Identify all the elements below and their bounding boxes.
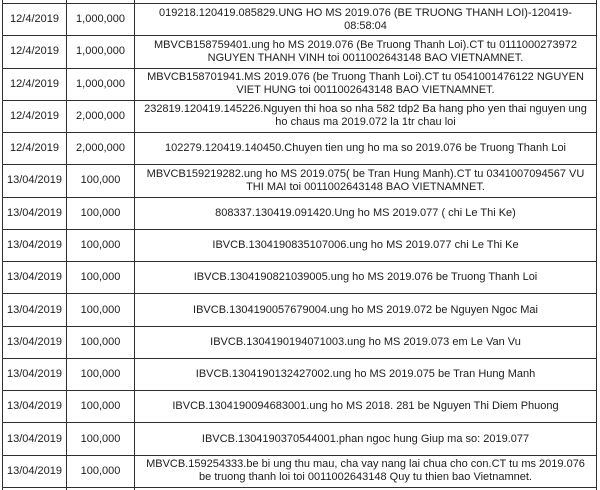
date-cell[interactable]: 13/04/2019 [2,391,66,422]
amount-cell[interactable]: 1,000,000 [66,69,134,100]
description-cell[interactable]: IBVCB.1304190057679004.ung ho MS 2019.072 be Nguyen Ngoc Mai [134,294,597,325]
transactions-table [2,0,597,490]
date-cell[interactable]: 13/04/2019 [2,423,66,454]
description-cell[interactable]: MBVCB159219282.ung ho MS 2019.075( be Tran Hung Manh).CT tu 0341007094567 VU THI MAI toi 0011002643148 BAO VIETNAMNET. [134,165,597,196]
amount-cell[interactable]: 1,000,000 [66,36,134,67]
table-row [2,198,597,230]
amount-cell[interactable]: 100,000 [66,423,134,454]
amount-cell[interactable]: 100,000 [66,230,134,261]
table-row [2,327,597,359]
table-row [2,133,597,165]
date-cell[interactable]: 12/4/2019 [2,69,66,100]
description-cell[interactable]: IBVCB.1304190821039005.ung ho MS 2019.076 be Truong Thanh Loi [134,262,597,293]
date-cell[interactable]: 13/04/2019 [2,165,66,196]
date-cell[interactable]: 13/04/2019 [2,359,66,390]
description-cell[interactable]: IBVCB.1304190835107006.ung ho MS 2019.077 chi Le Thi Ke [134,230,597,261]
description-cell[interactable]: MBVCB158759401.ung ho MS 2019.076 (Be Truong Thanh Loi).CT tu 0111000273972 NGUYEN THANH VINH toi 0011002643148 BAO VIETNAMNET. [134,36,597,67]
description-cell[interactable]: 102279.120419.140450.Chuyen tien ung ho ma so 2019.076 be Truong Thanh Loi [134,133,597,164]
description-cell[interactable]: 808337.130419.091420.Ung ho MS 2019.077 ( chi Le Thi Ke) [134,198,597,229]
table-row [2,391,597,423]
date-cell[interactable]: 13/04/2019 [2,327,66,358]
table-row [2,69,597,101]
date-cell[interactable]: 12/4/2019 [2,36,66,67]
table-row [2,456,597,488]
amount-cell[interactable]: 100,000 [66,391,134,422]
amount-cell[interactable]: 100,000 [66,262,134,293]
date-cell [2,0,66,3]
date-cell[interactable]: 12/4/2019 [2,101,66,132]
amount-cell[interactable]: 1,000,000 [66,4,134,35]
amount-cell[interactable]: 100,000 [66,359,134,390]
amount-cell[interactable]: 100,000 [66,198,134,229]
date-cell[interactable]: 13/04/2019 [2,230,66,261]
description-cell[interactable]: IBVCB.1304190132427002.ung ho MS 2019.075 be Tran Hung Manh [134,359,597,390]
amount-cell[interactable]: 2,000,000 [66,133,134,164]
date-cell[interactable]: 13/04/2019 [2,198,66,229]
table-row [2,4,597,36]
date-cell[interactable]: 13/04/2019 [2,262,66,293]
description-cell[interactable]: 232819.120419.145226.Nguyen thi hoa so nha 582 tdp2 Ba hang pho yen thai nguyen ung ho chaus ma 2019.072 la 1tr chau loi [134,101,597,132]
date-cell[interactable]: 13/04/2019 [2,456,66,487]
description-cell[interactable]: MBVCB158701941.MS 2019.076 (be Truong Thanh Loi).CT tu 0541001476122 NGUYEN VIET HUNG toi 0011002643148 BAO VIETNAMNET. [134,69,597,100]
amount-cell[interactable]: 2,000,000 [66,101,134,132]
table-row [2,423,597,455]
amount-cell[interactable]: 100,000 [66,294,134,325]
table-row [2,359,597,391]
description-cell[interactable]: 019218.120419.085829.UNG HO MS 2019.076 (BE TRUONG THANH LOI)-120419-08:58:04 [134,4,597,35]
date-cell[interactable]: 13/04/2019 [2,294,66,325]
amount-cell[interactable]: 100,000 [66,165,134,196]
description-cell[interactable]: IBVCB.1304190370544001.phan ngoc hung Giup ma so: 2019.077 [134,423,597,454]
table-row [2,36,597,68]
amount-cell[interactable]: 100,000 [66,327,134,358]
description-cell[interactable]: IBVCB.1304190194071003.ung ho MS 2019.073 em Le Van Vu [134,327,597,358]
description-cell[interactable]: IBVCB.1304190094683001.ung ho MS 2018. 281 be Nguyen Thi Diem Phuong [134,391,597,422]
description-cell[interactable]: MBVCB.159254333.be bi ung thu mau, cha vay nang lai chua cho con.CT tu ms 2019.076 be truong thanh loi toi 0011002643148 Quy tu thien bao Vietnamnet. [134,456,597,487]
amount-cell [66,0,134,3]
amount-cell[interactable]: 100,000 [66,456,134,487]
table-row [2,101,597,133]
date-cell[interactable]: 12/4/2019 [2,133,66,164]
table-row [2,262,597,294]
table-row [2,165,597,197]
table-row [2,230,597,262]
date-cell[interactable]: 12/4/2019 [2,4,66,35]
table-row [2,294,597,326]
description-cell [134,0,597,3]
